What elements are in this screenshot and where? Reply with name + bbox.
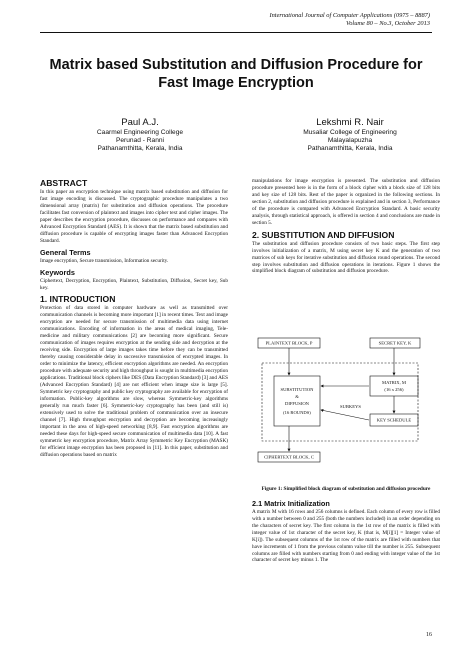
arrow-subkeys-to-sd xyxy=(321,410,369,420)
introduction-continued: manipulations for image encryption is presented. The substitution and diffusion procedure presented here is in the form of a block cipher with a block size of 128 bits and key size of 128 bits. Rest of the paper is organized in the following sections. In section 2, substitution and diffusion procedure is explained and in section 3, Performance of the procedure is compared with Advanced Encryption Standard. A basic security analysis, through statistical approach, is offered in section 4 and conclusions are made in section 5. xyxy=(252,178,440,226)
matrix-box xyxy=(370,376,418,396)
sub-diff-label-4: (16 ROUNDS) xyxy=(283,410,311,415)
author-org: Caarmel Engineering College xyxy=(96,129,184,136)
right-column-bottom xyxy=(252,486,440,564)
keywords-text: Ciphertext, Decryption, Encryption, Plaintext, Substitution, Diffusion, Secret key, Sub key. xyxy=(40,277,228,291)
section21-heading: 2.1 Matrix Initialization xyxy=(252,498,330,508)
keywords-heading: Keywords xyxy=(40,267,75,277)
author-place: Malayalapuzha xyxy=(327,137,373,145)
author-name: Lekshmi R. Nair xyxy=(316,117,384,128)
volume-info: Volume 80 – No.3, October 2013 xyxy=(346,20,430,27)
author-org: Musaliar College of Engineering xyxy=(303,129,397,136)
left-column xyxy=(40,178,228,458)
introduction-heading: 1. INTRODUCTION xyxy=(40,294,116,305)
author-name: Paul A.J. xyxy=(121,117,159,128)
sub-diff-label-1: SUBSTITUTION xyxy=(280,387,314,392)
section2-heading: 2. SUBSTITUTION AND DIFFUSION xyxy=(252,229,395,240)
general-terms-heading: General Terms xyxy=(40,247,91,257)
abstract-heading: ABSTRACT xyxy=(40,178,88,188)
matrix-label-2: (16 x 256) xyxy=(384,387,404,392)
ciphertext-label: CIPHERTEXT BLOCK, C xyxy=(264,454,314,460)
author-city: Pathanamthitta, Kerala, India xyxy=(307,145,393,153)
section2-text: The substitution and diffusion procedure consists of two basic steps. The first step involves initialization of a matrix, M using secret key K and the generation of two matrices of sub keys for iterative substitution and diffusion round operations. The second step involves substitution and diffusion operations in iterations. Figure 1 shows the simplified block diagram of substitution and diffusion procedure. xyxy=(252,240,440,275)
introduction-text: Protection of data stored in computer hardware as well as transmitted over communication channels is becoming more important [1] in recent times. Text and image encryption are needed for secure transmission of multimedia data using internet communications. Encoding of information in the areas of medical imaging, Tele-medicine and military communications [2] are becoming more significant. Secure communication of images requires encryption at the sending side and decryption at the receiving side. Encryption of large images takes time before they can be transmitted thereby causing considerable delay in successive transmission of encrypted images. In order to minimize the latency, efficient encryption algorithms are needed. An encryption procedure with adequate security and high throughput is sought in multimedia encryption applications. Traditional block ciphers like DES (Data Encryption Standard) [3] and AES (Advanced Encryption Standard) [4] are not efficient when image size is large [5]. Symmetric key cryptography and public key cryptography are available for encryption of information. Public-key algorithms are slow, whereas Symmetric-key algorithms generally run much faster [6]. Symmetric-key cryptography has been (and still is) extensively used to solve the traditional problem of communication over an insecure channel [7]. High throughput encryption and decryption are becoming increasingly important in the area of high-speed networking [8,9]. Fast encryption algorithms are needed these days for high-speed secure communication of multimedia data [10]. A fast symmetric key encryption procedure, Matrix Array Symmetric Key Encryption (MASK) for efficient image encryption has been proposed in [11]. In this paper, substitution and diffusion operations based on matrix xyxy=(40,305,228,458)
paper-title: Matrix based Substitution and Diffusion Procedure for Fast Image Encryption xyxy=(49,57,423,91)
block-diagram-figure xyxy=(252,328,432,478)
abstract-text: In this paper an encryption technique using matrix based substitution and diffusion for fast image encoding is discussed. The cryptographic procedure manipulates a two dimensional array (matrix) for substitution and diffusion operations. The procedure facilitates fast conversion of plaintext and images into cipher text and cipher images. The paper describes the encryption procedure, discusses on performance and compares with Advanced Encryption Standard (AES). It is shown that the matrix based substitution and diffusion procedure is capable of encrypting images faster than Advanced Encryption Standard. xyxy=(40,189,228,244)
general-terms-text: Image encryption, Secure transmission, Information security. xyxy=(40,257,169,264)
secret-key-label: SECRET KEY, K xyxy=(378,340,412,346)
plaintext-label: PLAINTEXT BLOCK, P xyxy=(265,340,313,346)
page-number: 16 xyxy=(426,632,432,638)
author-block-1 xyxy=(50,117,230,154)
header-rule xyxy=(40,32,432,33)
author-block-2 xyxy=(260,117,440,154)
matrix-label-1: MATRIX, M xyxy=(382,380,406,385)
sub-diff-label-3: DIFFUSION xyxy=(285,401,309,406)
key-schedule-label: KEY SCHEDULE xyxy=(376,417,412,423)
author-city: Pathanamthitta, Kerala, India xyxy=(97,145,183,153)
author-place: Perunad - Ranni xyxy=(115,137,165,145)
section21-text: A matrix M with 16 rows and 256 columns is defined. Each column of every row is filled with a number between 0 and 255 (both the numbers included) in an order depending on the characters of secret key. The first column in the 1st row of the matrix is filled with integer value of 1st character of the secret key, K (that is, M[i][1] = Integer value of K[i]). The subsequent columns of the 1st row of the matrix are filled with numbers that have increments of 1 from the previous column value till the number is 255. Subsequent columns are filled with numbers starting from 0 and ending with integer value of the 1st character of secret key minus 1. The xyxy=(252,508,440,564)
sub-diff-label-2: & xyxy=(295,394,299,399)
running-header xyxy=(269,12,430,28)
figure-caption: Figure 1: Simplified block diagram of substitution and diffusion procedure xyxy=(261,486,431,492)
subkeys-label: SUBKEYS xyxy=(340,404,361,409)
right-column-top xyxy=(252,178,440,275)
journal-name: International Journal of Computer Applications (0975 – 8887) xyxy=(269,12,430,19)
